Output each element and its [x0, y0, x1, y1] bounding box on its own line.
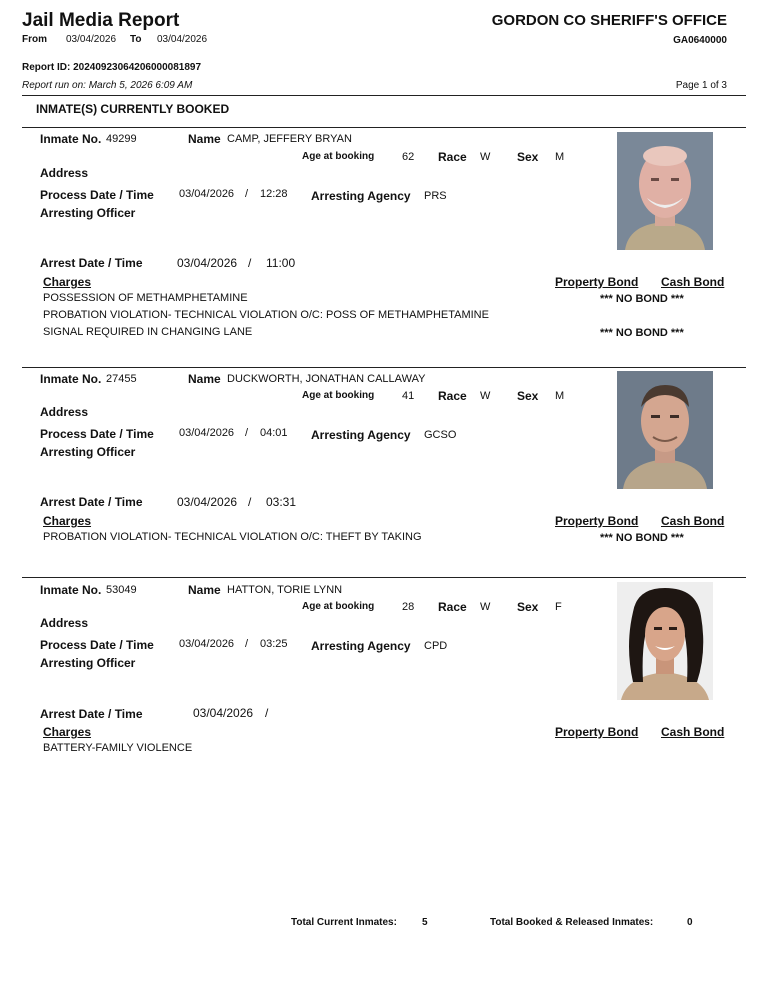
process-slash: /	[245, 638, 249, 650]
agency-value: PRS	[424, 190, 447, 202]
report-id: Report ID: 20240923064206000081897	[22, 62, 202, 73]
cash-bond-label: Cash Bond	[661, 275, 725, 289]
sex-label: Sex	[517, 150, 539, 164]
address-label: Address	[40, 405, 89, 419]
name-label: Name	[188, 372, 221, 386]
sex-label: Sex	[517, 389, 539, 403]
arrest-date: 03/04/2026	[177, 495, 238, 509]
sex-value: F	[555, 601, 562, 613]
race-label: Race	[438, 600, 467, 614]
page-number: Page 1 of 3	[675, 80, 727, 91]
race-label: Race	[438, 389, 467, 403]
inmate-photo	[617, 582, 713, 700]
inmate-no-value: 27455	[106, 373, 137, 385]
inmate-no-label: Inmate No.	[40, 372, 102, 386]
arrest-date: 03/04/2026	[177, 256, 238, 270]
process-date: 03/04/2026	[179, 638, 235, 650]
total-released-label: Total Booked & Released Inmates:	[490, 917, 654, 928]
sex-label: Sex	[517, 600, 539, 614]
property-bond-label: Property Bond	[555, 725, 639, 739]
report-run: Report run on: March 5, 2026 6:09 AM	[22, 80, 193, 91]
inmate-no-value: 49299	[106, 133, 137, 145]
charges-label: Charges	[43, 275, 92, 289]
arrest-label: Arrest Date / Time	[40, 256, 143, 270]
sex-value: M	[555, 151, 565, 163]
process-label: Process Date / Time	[40, 427, 154, 441]
address-label: Address	[40, 166, 89, 180]
process-date: 03/04/2026	[179, 188, 235, 200]
name-label: Name	[188, 583, 221, 597]
arrest-slash: /	[248, 256, 252, 270]
agency-value: GCSO	[424, 429, 457, 441]
arrest-date: 03/04/2026	[193, 706, 254, 720]
inmate-no-value: 53049	[106, 584, 137, 596]
arrest-time: 03:31	[266, 495, 297, 509]
to-date: 03/04/2026	[157, 34, 208, 45]
charge-bond: *** NO BOND ***	[600, 532, 684, 544]
charge-text: SIGNAL REQUIRED IN CHANGING LANE	[43, 326, 253, 338]
to-label: To	[130, 34, 142, 45]
property-bond-label: Property Bond	[555, 514, 639, 528]
arrest-label: Arrest Date / Time	[40, 707, 143, 721]
agency-label: Arresting Agency	[311, 639, 411, 653]
officer-label: Arresting Officer	[40, 656, 136, 670]
charge-bond: *** NO BOND ***	[600, 327, 684, 339]
agency-label: Arresting Agency	[311, 428, 411, 442]
age-label: Age at booking	[302, 151, 375, 162]
arrest-time: 11:00	[266, 256, 296, 270]
inmate-photo	[617, 371, 713, 489]
section-title: INMATE(S) CURRENTLY BOOKED	[36, 102, 230, 116]
total-current-label: Total Current Inmates:	[291, 917, 397, 928]
office-code: GA0640000	[673, 35, 727, 46]
property-bond-label: Property Bond	[555, 275, 639, 289]
from-label: From	[22, 34, 47, 45]
arrest-slash: /	[265, 706, 269, 720]
report-title: Jail Media Report	[22, 10, 180, 31]
process-label: Process Date / Time	[40, 188, 154, 202]
charge-bond: *** NO BOND ***	[600, 293, 684, 305]
header-divider	[22, 95, 746, 96]
arrest-slash: /	[248, 495, 252, 509]
age-label: Age at booking	[302, 601, 375, 612]
charge-text: PROBATION VIOLATION- TECHNICAL VIOLATION O/C: POSS OF METHAMPHETAMINE	[43, 309, 489, 321]
arrest-label: Arrest Date / Time	[40, 495, 143, 509]
cash-bond-label: Cash Bond	[661, 725, 725, 739]
process-time: 12:28	[260, 188, 288, 200]
process-date: 03/04/2026	[179, 427, 235, 439]
race-value: W	[480, 601, 491, 613]
agency-label: Arresting Agency	[311, 189, 411, 203]
age-value: 41	[402, 390, 415, 402]
process-slash: /	[245, 188, 249, 200]
charge-text: BATTERY-FAMILY VIOLENCE	[43, 742, 193, 754]
total-current-value: 5	[422, 917, 428, 928]
process-time: 03:25	[260, 638, 288, 650]
charges-label: Charges	[43, 725, 92, 739]
agency-value: CPD	[424, 640, 448, 652]
process-slash: /	[245, 427, 249, 439]
charge-text: POSSESSION OF METHAMPHETAMINE	[43, 292, 248, 304]
sex-value: M	[555, 390, 565, 402]
inmate-photo	[617, 132, 713, 250]
officer-label: Arresting Officer	[40, 445, 136, 459]
name-value: HATTON, TORIE LYNN	[227, 584, 343, 596]
address-label: Address	[40, 616, 89, 630]
process-time: 04:01	[260, 427, 288, 439]
charge-text: PROBATION VIOLATION- TECHNICAL VIOLATION O/C: THEFT BY TAKING	[43, 531, 422, 543]
race-value: W	[480, 390, 491, 402]
race-label: Race	[438, 150, 467, 164]
name-label: Name	[188, 132, 221, 146]
inmate-no-label: Inmate No.	[40, 583, 102, 597]
race-value: W	[480, 151, 491, 163]
age-value: 62	[402, 151, 415, 163]
office-name: GORDON CO SHERIFF'S OFFICE	[491, 12, 727, 29]
process-label: Process Date / Time	[40, 638, 154, 652]
charges-label: Charges	[43, 514, 92, 528]
record-divider	[22, 577, 746, 578]
age-value: 28	[402, 601, 415, 613]
total-released-value: 0	[687, 917, 693, 928]
name-value: CAMP, JEFFERY BRYAN	[227, 133, 352, 145]
name-value: DUCKWORTH, JONATHAN CALLAWAY	[227, 373, 426, 385]
record-divider	[22, 367, 746, 368]
age-label: Age at booking	[302, 390, 375, 401]
cash-bond-label: Cash Bond	[661, 514, 725, 528]
inmate-no-label: Inmate No.	[40, 132, 102, 146]
from-date: 03/04/2026	[66, 34, 117, 45]
officer-label: Arresting Officer	[40, 206, 136, 220]
section-divider	[22, 127, 746, 128]
